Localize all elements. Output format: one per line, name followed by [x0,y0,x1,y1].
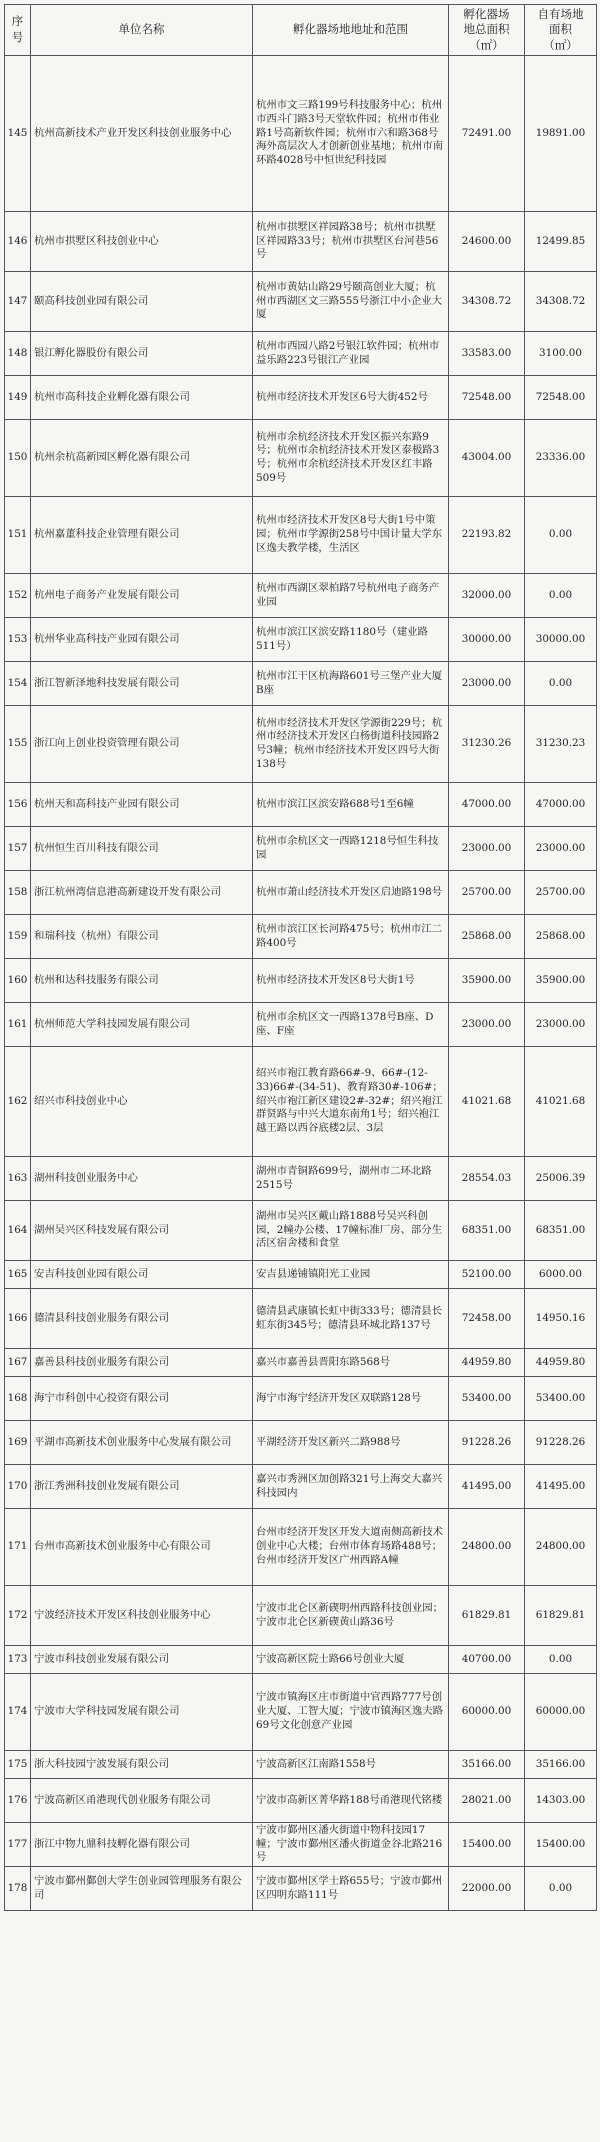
row-seq: 159 [5,915,31,959]
row-seq: 163 [5,1157,31,1201]
row-seq: 166 [5,1289,31,1349]
row-total-area: 34308.72 [449,272,525,332]
row-address: 杭州市黄姑山路29号颐高创业大厦；杭州市西湖区文三路555号浙江中小企业大厦 [253,272,449,332]
row-unit-name: 颐高科技创业园有限公司 [31,272,253,332]
row-total-area: 32000.00 [449,574,525,618]
row-own-area: 14950.16 [525,1289,597,1349]
row-total-area: 22000.00 [449,1867,525,1911]
row-address: 杭州市滨江区长河路475号；杭州市江二路400号 [253,915,449,959]
header-seq: 序 号 [5,5,31,56]
row-unit-name: 杭州余杭高新园区孵化器有限公司 [31,420,253,497]
table-row [5,1003,597,1047]
row-own-area: 31230.23 [525,706,597,783]
row-seq: 148 [5,332,31,376]
table-row [5,212,597,272]
row-seq: 175 [5,1751,31,1779]
table-row [5,1289,597,1349]
row-unit-name: 宁波市科技创业发展有限公司 [31,1646,253,1674]
row-address: 杭州市滨江区滨安路688号1至6幢 [253,783,449,827]
table-row [5,376,597,420]
row-total-area: 41021.68 [449,1047,525,1157]
row-total-area: 30000.00 [449,618,525,662]
row-address: 宁波高新区江南路1558号 [253,1751,449,1779]
row-unit-name: 杭州和达科技服务有限公司 [31,959,253,1003]
table-row [5,1779,597,1823]
row-address: 平湖经济开发区新兴二路988号 [253,1421,449,1465]
row-own-area: 25700.00 [525,871,597,915]
row-seq: 164 [5,1201,31,1261]
table-row [5,272,597,332]
header-total-area: 孵化器场 地总面积 （㎡） [449,5,525,56]
row-address: 杭州市经济技术开发区学源街229号；杭州市经济技术开发区白杨街道科技园路2号3幢；杭州市经济技术开发区四号大街138号 [253,706,449,783]
row-address: 杭州市余杭区文一西路1218号恒生科技园 [253,827,449,871]
row-own-area: 23000.00 [525,1003,597,1047]
row-seq: 156 [5,783,31,827]
table-row [5,56,597,212]
header-row [5,5,597,56]
row-seq: 154 [5,662,31,706]
header-address: 孵化器场地地址和范围 [253,5,449,56]
row-unit-name: 湖州吴兴区科技发展有限公司 [31,1201,253,1261]
row-own-area: 68351.00 [525,1201,597,1261]
row-own-area: 61829.81 [525,1586,597,1646]
table-row [5,574,597,618]
row-own-area: 34308.72 [525,272,597,332]
row-own-area: 41021.68 [525,1047,597,1157]
row-seq: 153 [5,618,31,662]
table-row [5,1421,597,1465]
table-row [5,827,597,871]
row-total-area: 72458.00 [449,1289,525,1349]
row-seq: 157 [5,827,31,871]
row-own-area: 0.00 [525,497,597,574]
row-own-area: 23000.00 [525,827,597,871]
row-seq: 161 [5,1003,31,1047]
row-unit-name: 杭州师范大学科技园发展有限公司 [31,1003,253,1047]
table-row [5,1674,597,1751]
row-own-area: 53400.00 [525,1377,597,1421]
table-body [5,56,597,1911]
row-unit-name: 台州市高新技术创业服务中心有限公司 [31,1509,253,1586]
row-seq: 146 [5,212,31,272]
row-seq: 176 [5,1779,31,1823]
row-unit-name: 宁波市鄞州鄞创大学生创业园管理服务有限公司 [31,1867,253,1911]
row-seq: 165 [5,1261,31,1289]
row-total-area: 91228.26 [449,1421,525,1465]
row-unit-name: 浙大科技园宁波发展有限公司 [31,1751,253,1779]
row-seq: 151 [5,497,31,574]
row-address: 杭州市经济技术开发区8号大街1号 [253,959,449,1003]
row-total-area: 52100.00 [449,1261,525,1289]
row-address: 杭州市江干区杭海路601号三堡产业大厦B座 [253,662,449,706]
row-total-area: 25868.00 [449,915,525,959]
row-seq: 160 [5,959,31,1003]
row-seq: 155 [5,706,31,783]
table-row [5,1349,597,1377]
table-row [5,1201,597,1261]
row-seq: 150 [5,420,31,497]
row-address: 宁波市镇海区庄市街道中官西路777号创业大厦、工智大厦；宁波市镇海区逸夫路69号文化创意产业园 [253,1674,449,1751]
row-address: 嘉兴市嘉善县晋阳东路568号 [253,1349,449,1377]
header-own-area: 自有场地 面积 （㎡） [525,5,597,56]
row-seq: 168 [5,1377,31,1421]
row-unit-name: 浙江杭州湾信息港高新建设开发有限公司 [31,871,253,915]
row-unit-name: 嘉善县科技创业服务有限公司 [31,1349,253,1377]
row-seq: 177 [5,1823,31,1867]
row-address: 宁波市鄞州区学士路655号；宁波市鄞州区四明东路111号 [253,1867,449,1911]
table-row [5,497,597,574]
row-own-area: 60000.00 [525,1674,597,1751]
row-address: 宁波高新区院士路66号创业大厦 [253,1646,449,1674]
row-total-area: 47000.00 [449,783,525,827]
row-total-area: 40700.00 [449,1646,525,1674]
row-own-area: 15400.00 [525,1823,597,1867]
row-address: 杭州市经济技术开发区6号大街452号 [253,376,449,420]
row-seq: 147 [5,272,31,332]
table-row [5,420,597,497]
row-total-area: 28021.00 [449,1779,525,1823]
row-unit-name: 宁波经济技术开发区科技创业服务中心 [31,1586,253,1646]
table-row [5,1646,597,1674]
row-total-area: 72491.00 [449,56,525,212]
row-own-area: 14303.00 [525,1779,597,1823]
row-unit-name: 绍兴市科技创业中心 [31,1047,253,1157]
row-unit-name: 浙江秀洲科技创业发展有限公司 [31,1465,253,1509]
row-total-area: 28554.03 [449,1157,525,1201]
row-own-area: 91228.26 [525,1421,597,1465]
row-own-area: 72548.00 [525,376,597,420]
row-unit-name: 浙江向上创业投资管理有限公司 [31,706,253,783]
row-unit-name: 杭州嘉董科技企业管理有限公司 [31,497,253,574]
row-total-area: 33583.00 [449,332,525,376]
row-unit-name: 杭州天和高科技产业园有限公司 [31,783,253,827]
row-own-area: 0.00 [525,1867,597,1911]
table-row [5,1509,597,1586]
row-total-area: 44959.80 [449,1349,525,1377]
row-address: 杭州市文三路199号科技服务中心；杭州市西斗门路3号天堂软件园；杭州市伟业路1号高新软件园；杭州市六和路368号海外高层次人才创新创业基地；杭州市南环路4028号中恒世纪科技园 [253,56,449,212]
row-seq: 158 [5,871,31,915]
row-own-area: 24800.00 [525,1509,597,1586]
row-seq: 173 [5,1646,31,1674]
row-seq: 174 [5,1674,31,1751]
row-total-area: 41495.00 [449,1465,525,1509]
row-total-area: 43004.00 [449,420,525,497]
row-total-area: 15400.00 [449,1823,525,1867]
row-own-area: 47000.00 [525,783,597,827]
row-seq: 149 [5,376,31,420]
table-row [5,662,597,706]
row-own-area: 3100.00 [525,332,597,376]
row-address: 安吉县递铺镇阳光工业园 [253,1261,449,1289]
row-unit-name: 杭州电子商务产业发展有限公司 [31,574,253,618]
row-unit-name: 海宁市科创中心投资有限公司 [31,1377,253,1421]
table-row [5,915,597,959]
header-name: 单位名称 [31,5,253,56]
row-address: 杭州市经济技术开发区8号大街1号中策园；杭州市学源街258号中国计量大学东区逸夫教学楼，生活区 [253,497,449,574]
row-unit-name: 宁波市大学科技园发展有限公司 [31,1674,253,1751]
row-seq: 170 [5,1465,31,1509]
row-unit-name: 银江孵化器股份有限公司 [31,332,253,376]
row-total-area: 72548.00 [449,376,525,420]
row-total-area: 23000.00 [449,662,525,706]
row-seq: 169 [5,1421,31,1465]
incubator-table [4,4,597,1911]
row-address: 杭州市萧山经济技术开发区启迪路198号 [253,871,449,915]
row-own-area: 6000.00 [525,1261,597,1289]
row-total-area: 60000.00 [449,1674,525,1751]
row-total-area: 68351.00 [449,1201,525,1261]
row-address: 宁波市鄞州区潘火街道中物科技园17幢；宁波市鄞州区潘火街道金谷北路216号 [253,1823,449,1867]
row-own-area: 19891.00 [525,56,597,212]
row-seq: 167 [5,1349,31,1377]
table-row [5,1377,597,1421]
table-row [5,1751,597,1779]
row-address: 杭州市拱墅区祥园路38号；杭州市拱墅区祥园路33号；杭州市拱墅区台河巷56号 [253,212,449,272]
table-row [5,1823,597,1867]
row-address: 杭州市余杭经济技术开发区振兴东路9号；杭州市余杭经济技术开发区泰极路3号；杭州市余杭经济技术开发区红丰路509号 [253,420,449,497]
table-row [5,332,597,376]
row-total-area: 22193.82 [449,497,525,574]
table-row [5,706,597,783]
row-unit-name: 浙江智新泽地科技发展有限公司 [31,662,253,706]
row-own-area: 30000.00 [525,618,597,662]
incubator-table-page [4,4,596,1911]
row-total-area: 61829.81 [449,1586,525,1646]
row-address: 湖州市青铜路699号，湖州市二环北路2515号 [253,1157,449,1201]
table-row [5,1047,597,1157]
table-row [5,959,597,1003]
row-total-area: 35166.00 [449,1751,525,1779]
row-own-area: 41495.00 [525,1465,597,1509]
row-address: 海宁市海宁经济开发区双联路128号 [253,1377,449,1421]
row-own-area: 0.00 [525,1646,597,1674]
row-own-area: 23336.00 [525,420,597,497]
row-unit-name: 和瑞科技（杭州）有限公司 [31,915,253,959]
row-seq: 171 [5,1509,31,1586]
row-seq: 145 [5,56,31,212]
row-total-area: 23000.00 [449,827,525,871]
row-seq: 162 [5,1047,31,1157]
row-address: 德清县武康镇长虹中街333号；德清县长虹东街345号；德清县环城北路137号 [253,1289,449,1349]
row-unit-name: 杭州恒生百川科技有限公司 [31,827,253,871]
table-row [5,1261,597,1289]
row-seq: 152 [5,574,31,618]
table-row [5,871,597,915]
row-unit-name: 湖州科技创业服务中心 [31,1157,253,1201]
row-address: 嘉兴市秀洲区加创路321号上海交大嘉兴科技园内 [253,1465,449,1509]
row-own-area: 25006.39 [525,1157,597,1201]
row-address: 杭州市滨江区滨安路1180号（建业路511号） [253,618,449,662]
row-own-area: 12499.85 [525,212,597,272]
table-row [5,1157,597,1201]
row-total-area: 23000.00 [449,1003,525,1047]
row-total-area: 24800.00 [449,1509,525,1586]
row-unit-name: 杭州华业高科技产业园有限公司 [31,618,253,662]
table-row [5,1465,597,1509]
row-seq: 172 [5,1586,31,1646]
table-row [5,1867,597,1911]
row-own-area: 0.00 [525,574,597,618]
row-own-area: 35900.00 [525,959,597,1003]
row-address: 宁波市高新区菁华路188号甬港现代铭楼 [253,1779,449,1823]
row-unit-name: 宁波高新区甬港现代创业服务有限公司 [31,1779,253,1823]
row-seq: 178 [5,1867,31,1911]
row-own-area: 0.00 [525,662,597,706]
row-unit-name: 德清县科技创业服务有限公司 [31,1289,253,1349]
row-unit-name: 杭州高新技术产业开发区科技创业服务中心 [31,56,253,212]
row-unit-name: 浙江中物九鼎科技孵化器有限公司 [31,1823,253,1867]
row-unit-name: 平湖市高新技术创业服务中心发展有限公司 [31,1421,253,1465]
row-address: 湖州市吴兴区戴山路1888号吴兴科创园，2幢办公楼、17幢标准厂房、部分生活区宿舍楼和食堂 [253,1201,449,1261]
row-own-area: 35166.00 [525,1751,597,1779]
row-address: 台州市经济开发区开发大道南侧高新技术创业中心大楼；台州市体育场路488号；台州市经济开发区广州西路A幢 [253,1509,449,1586]
row-address: 绍兴市袍江教育路66#-9、66#-(12-33)66#-(34-51)、教育路30#-106#；绍兴市袍江新区建设2#-32#；绍兴袍江群贤路与中兴大道东南角1号；绍兴袍江越王路以西谷底楼2层、3层 [253,1047,449,1157]
table-row [5,618,597,662]
row-own-area: 25868.00 [525,915,597,959]
row-total-area: 25700.00 [449,871,525,915]
row-total-area: 53400.00 [449,1377,525,1421]
row-total-area: 35900.00 [449,959,525,1003]
row-unit-name: 杭州市拱墅区科技创业中心 [31,212,253,272]
row-unit-name: 杭州市高科技企业孵化器有限公司 [31,376,253,420]
row-unit-name: 安吉科技创业园有限公司 [31,1261,253,1289]
row-own-area: 44959.80 [525,1349,597,1377]
row-address: 杭州市西园八路2号银江软件园；杭州市益乐路223号银江产业园 [253,332,449,376]
table-row [5,1586,597,1646]
row-total-area: 24600.00 [449,212,525,272]
row-address: 宁波市北仑区新碶明州西路科技创业园；宁波市北仑区新碶黄山路36号 [253,1586,449,1646]
row-address: 杭州市西湖区翠柏路7号杭州电子商务产业园 [253,574,449,618]
row-address: 杭州市余杭区文一西路1378号B座、D座、F座 [253,1003,449,1047]
table-header [5,5,597,56]
row-total-area: 31230.26 [449,706,525,783]
table-row [5,783,597,827]
